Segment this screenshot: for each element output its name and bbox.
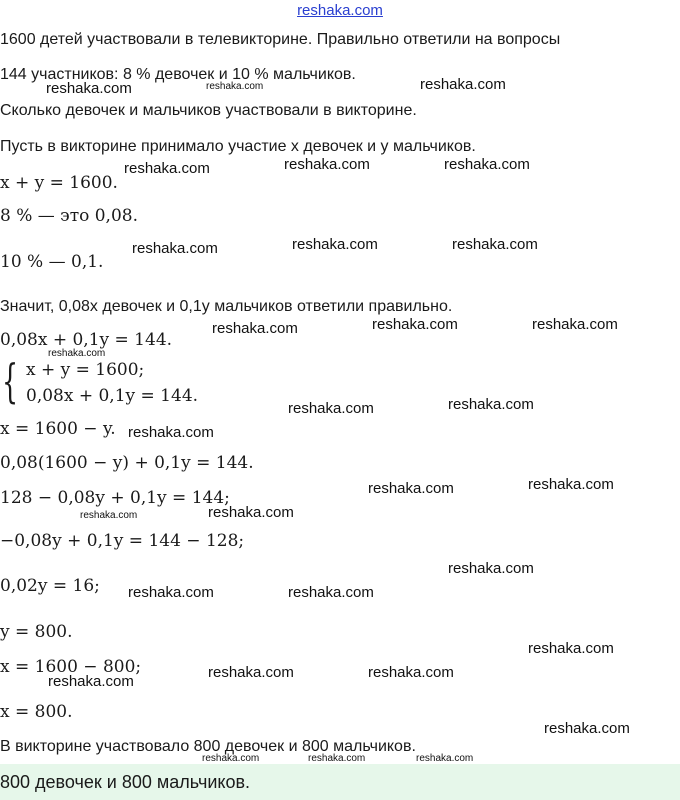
watermark: reshaka.com xyxy=(368,664,454,681)
problem-line-2: 144 участников: 8 % девочек и 10 % мальчиков. xyxy=(0,66,356,83)
watermark: reshaka.com xyxy=(444,156,530,173)
watermark: reshaka.com xyxy=(448,396,534,413)
watermark: reshaka.com xyxy=(132,240,218,257)
simplify: 0,02y = 16; xyxy=(0,576,100,596)
answer-text: 800 девочек и 800 мальчиков. xyxy=(0,772,251,792)
watermark: reshaka.com xyxy=(208,664,294,681)
equation-correct: 0,08x + 0,1y = 144. xyxy=(0,330,173,350)
x-value: x = 800. xyxy=(0,702,73,722)
watermark: reshaka.com xyxy=(416,753,474,764)
answer-box xyxy=(0,764,680,800)
problem-question: Сколько девочек и мальчиков участвовали в викторине. xyxy=(0,102,417,119)
watermark: reshaka.com xyxy=(48,673,134,690)
watermark: reshaka.com xyxy=(48,348,106,359)
expand: 128 − 0,08y + 0,1y = 144; xyxy=(0,488,230,508)
watermark: reshaka.com xyxy=(208,504,294,521)
watermark: reshaka.com xyxy=(212,320,298,337)
watermark: reshaka.com xyxy=(308,753,366,764)
watermark: reshaka.com xyxy=(128,584,214,601)
solution-intro: Пусть в викторине принимало участие x девочек и y мальчиков. xyxy=(0,138,476,155)
watermark: reshaka.com xyxy=(128,424,214,441)
watermark: reshaka.com xyxy=(80,510,138,521)
percent-girls: 8 % — это 0,08. xyxy=(0,206,139,226)
system-eq-1: x + y = 1600; xyxy=(26,360,145,380)
watermark: reshaka.com xyxy=(46,80,132,97)
site-link[interactable]: reshaka.com xyxy=(297,2,383,19)
solution-correct: Значит, 0,08x девочек и 0,1y мальчиков ответили правильно. xyxy=(0,298,453,315)
watermark: reshaka.com xyxy=(544,720,630,737)
watermark: reshaka.com xyxy=(206,81,264,92)
watermark: reshaka.com xyxy=(284,156,370,173)
watermark: reshaka.com xyxy=(288,400,374,417)
y-value: y = 800. xyxy=(0,622,73,642)
system-eq-2: 0,08x + 0,1y = 144. xyxy=(26,386,199,406)
watermark: reshaka.com xyxy=(528,640,614,657)
watermark: reshaka.com xyxy=(528,476,614,493)
move-terms: −0,08y + 0,1y = 144 − 128; xyxy=(0,531,245,551)
watermark: reshaka.com xyxy=(532,316,618,333)
percent-boys: 10 % — 0,1. xyxy=(0,252,104,272)
watermark: reshaka.com xyxy=(420,76,506,93)
watermark: reshaka.com xyxy=(202,753,260,764)
watermark: reshaka.com xyxy=(368,480,454,497)
system-brace: { xyxy=(2,354,19,408)
equation-sum: x + y = 1600. xyxy=(0,173,118,193)
watermark: reshaka.com xyxy=(292,236,378,253)
watermark: reshaka.com xyxy=(448,560,534,577)
substitution: 0,08(1600 − y) + 0,1y = 144. xyxy=(0,453,254,473)
watermark: reshaka.com xyxy=(372,316,458,333)
conclusion: В викторине участвовало 800 девочек и 800 мальчиков. xyxy=(0,738,416,755)
express-x: x = 1600 − y. xyxy=(0,419,116,439)
problem-line-1: 1600 детей участвовали в телевикторине. Правильно ответили на вопросы xyxy=(0,31,561,48)
x-substitute: x = 1600 − 800; xyxy=(0,657,142,677)
watermark: reshaka.com xyxy=(452,236,538,253)
watermark: reshaka.com xyxy=(124,160,210,177)
watermark: reshaka.com xyxy=(288,584,374,601)
